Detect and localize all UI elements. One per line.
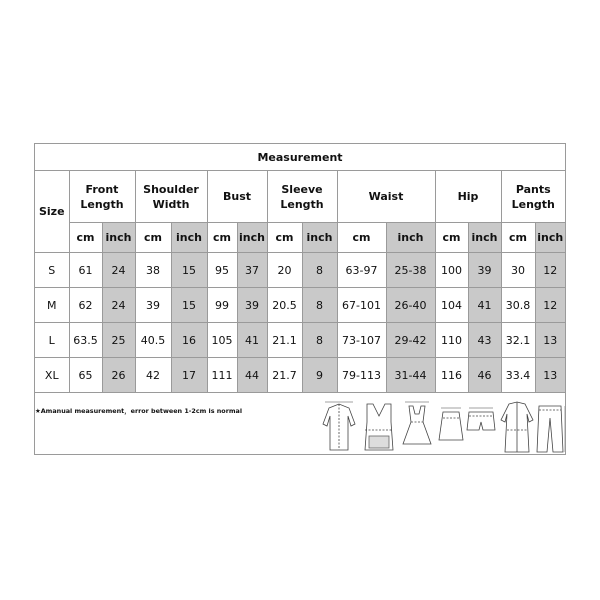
unit-inch: inch — [468, 223, 501, 253]
value-cm-cell: 42 — [135, 358, 171, 393]
value-inch-cell: 31-44 — [386, 358, 435, 393]
coat-diagram-icon — [501, 402, 533, 452]
unit-inch: inch — [171, 223, 207, 253]
dress-diagram-icon — [403, 402, 431, 444]
header-sleeve-length: Sleeve Length — [267, 171, 337, 223]
value-cm-cell: 33.4 — [501, 358, 535, 393]
header-bust: Bust — [207, 171, 267, 223]
value-inch-cell: 13 — [535, 358, 565, 393]
unit-cm: cm — [435, 223, 468, 253]
value-inch-cell: 15 — [171, 288, 207, 323]
value-cm-cell: 40.5 — [135, 323, 171, 358]
measurement-note: ★Amanual measurement，error between 1-2cm is normal — [35, 407, 243, 415]
value-inch-cell: 17 — [171, 358, 207, 393]
value-inch-cell: 8 — [302, 323, 337, 358]
table-row — [35, 323, 565, 358]
skirt-diagram-icon — [439, 408, 463, 440]
value-cm-cell: 20 — [267, 253, 302, 288]
value-inch-cell: 24 — [102, 288, 135, 323]
unit-inch: inch — [102, 223, 135, 253]
value-cm-cell: 100 — [435, 253, 468, 288]
value-inch-cell: 37 — [237, 253, 267, 288]
value-inch-cell: 25-38 — [386, 253, 435, 288]
value-cm-cell: 20.5 — [267, 288, 302, 323]
unit-inch: inch — [237, 223, 267, 253]
value-inch-cell: 39 — [237, 288, 267, 323]
value-cm-cell: 65 — [69, 358, 102, 393]
value-cm-cell: 62 — [69, 288, 102, 323]
measurement-table — [35, 144, 565, 393]
value-inch-cell: 8 — [302, 253, 337, 288]
value-cm-cell: 30 — [501, 253, 535, 288]
value-cm-cell: 104 — [435, 288, 468, 323]
value-inch-cell: 29-42 — [386, 323, 435, 358]
size-header: Size — [35, 171, 69, 253]
value-cm-cell: 111 — [207, 358, 237, 393]
value-cm-cell: 39 — [135, 288, 171, 323]
unit-cm: cm — [337, 223, 386, 253]
value-inch-cell: 44 — [237, 358, 267, 393]
unit-cm: cm — [501, 223, 535, 253]
value-inch-cell: 12 — [535, 253, 565, 288]
value-inch-cell: 39 — [468, 253, 501, 288]
size-cell: S — [35, 253, 69, 288]
header-row — [35, 171, 565, 223]
value-cm-cell: 61 — [69, 253, 102, 288]
shorts-diagram-icon — [467, 408, 495, 430]
value-inch-cell: 25 — [102, 323, 135, 358]
value-cm-cell: 32.1 — [501, 323, 535, 358]
size-cell: XL — [35, 358, 69, 393]
value-inch-cell: 9 — [302, 358, 337, 393]
value-cm-cell: 116 — [435, 358, 468, 393]
unit-cm: cm — [135, 223, 171, 253]
value-inch-cell: 12 — [535, 288, 565, 323]
value-cm-cell: 30.8 — [501, 288, 535, 323]
value-inch-cell: 46 — [468, 358, 501, 393]
value-inch-cell: 26 — [102, 358, 135, 393]
value-cm-cell: 63-97 — [337, 253, 386, 288]
value-cm-cell: 95 — [207, 253, 237, 288]
unit-row — [35, 223, 565, 253]
pants-diagram-icon — [537, 406, 565, 452]
value-inch-cell: 41 — [237, 323, 267, 358]
value-inch-cell: 43 — [468, 323, 501, 358]
value-cm-cell: 67-101 — [337, 288, 386, 323]
value-cm-cell: 21.7 — [267, 358, 302, 393]
value-cm-cell: 38 — [135, 253, 171, 288]
table-row — [35, 358, 565, 393]
value-cm-cell: 99 — [207, 288, 237, 323]
value-inch-cell: 41 — [468, 288, 501, 323]
table-title: Measurement — [35, 144, 565, 171]
header-front-length: Front Length — [69, 171, 135, 223]
unit-inch: inch — [386, 223, 435, 253]
value-inch-cell: 8 — [302, 288, 337, 323]
vest-diagram-icon — [365, 404, 393, 450]
header-hip: Hip — [435, 171, 501, 223]
header-shoulder-width: Shoulder Width — [135, 171, 207, 223]
value-cm-cell: 21.1 — [267, 323, 302, 358]
value-inch-cell: 24 — [102, 253, 135, 288]
value-cm-cell: 110 — [435, 323, 468, 358]
value-inch-cell: 16 — [171, 323, 207, 358]
value-inch-cell: 26-40 — [386, 288, 435, 323]
table-row — [35, 288, 565, 323]
value-inch-cell: 15 — [171, 253, 207, 288]
header-pants-length: Pants Length — [501, 171, 565, 223]
value-cm-cell: 105 — [207, 323, 237, 358]
unit-cm: cm — [207, 223, 237, 253]
unit-inch: inch — [302, 223, 337, 253]
size-cell: L — [35, 323, 69, 358]
size-chart — [34, 143, 566, 455]
garment-diagrams — [321, 400, 565, 454]
unit-cm: cm — [69, 223, 102, 253]
value-cm-cell: 63.5 — [69, 323, 102, 358]
size-cell: M — [35, 288, 69, 323]
value-cm-cell: 73-107 — [337, 323, 386, 358]
header-waist: Waist — [337, 171, 435, 223]
value-inch-cell: 13 — [535, 323, 565, 358]
value-cm-cell: 79-113 — [337, 358, 386, 393]
shirt-diagram-icon — [323, 402, 355, 450]
unit-cm: cm — [267, 223, 302, 253]
table-row — [35, 253, 565, 288]
unit-inch: inch — [535, 223, 565, 253]
